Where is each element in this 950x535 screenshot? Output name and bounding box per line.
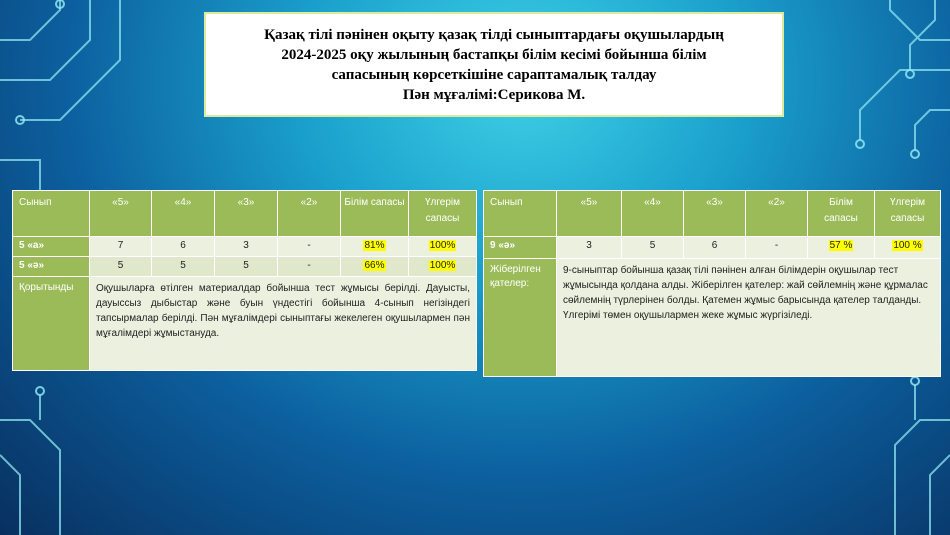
col-header-class: Сынып — [13, 191, 90, 237]
achievement-quality-value: 100 % — [893, 240, 922, 251]
class-label: 5 «а» — [13, 237, 90, 257]
slide-title — [204, 12, 784, 117]
col-header-class: Сынып — [484, 191, 557, 237]
col-header-achievement-quality: Үлгерім сапасы — [875, 191, 941, 237]
col-header-grade-5: «5» — [90, 191, 152, 237]
results-table-5th-grade — [12, 190, 477, 371]
col-header-grade-2: «2» — [278, 191, 341, 237]
count-grade-3: 5 — [215, 257, 278, 277]
conclusion-row — [13, 277, 477, 371]
table-header-row — [13, 191, 477, 237]
title-line-2: 2024-2025 оқу жылының бастапқы білім кесімі бойынша білім — [281, 46, 707, 63]
col-header-knowledge-quality: Білім сапасы — [341, 191, 409, 237]
count-grade-4: 6 — [152, 237, 215, 257]
errors-row — [484, 259, 941, 377]
class-label: 9 «ә» — [484, 237, 557, 259]
col-header-grade-3: «3» — [215, 191, 278, 237]
knowledge-quality-value: 81% — [364, 240, 385, 251]
errors-text: 9-сыныптар бойынша қазақ тілі пәнінен алған білімдерін оқушылар тест жұмысында қолдана алды. Жіберілген қателер: жай сөйлемнің және құрмалас сөйлемнің түрлерінен болды. Қатемен жұмыс барысында қателер талданды. Үлгерімі төмен оқушылармен жеке жұмыс жүргізіледі. — [557, 259, 941, 377]
conclusion-text: Оқушыларға өтілген материалдар бойынша тест жұмысы берілді. Дауысты, дауыссыз дыбыстар және буын үндестігі бойынша 4-сынып негізіндегі тапсырмалар берілді. Пән мұғалімдері сыныптағы жекелеген оқушылармен пән мұғалімдері жұмыстануда. — [90, 277, 477, 371]
table-header-row — [484, 191, 941, 237]
col-header-achievement-quality: Үлгерім сапасы — [409, 191, 477, 237]
title-line-3: сапасының көрсеткішіне сараптамалық талдау — [331, 66, 657, 83]
count-grade-5: 5 — [90, 257, 152, 277]
table-row — [484, 237, 941, 259]
conclusion-label: Қорытынды — [13, 277, 90, 371]
count-grade-4: 5 — [622, 237, 684, 259]
col-header-grade-2: «2» — [746, 191, 808, 237]
class-label: 5 «ә» — [13, 257, 90, 277]
errors-label: Жіберілген қателер: — [484, 259, 557, 377]
col-header-grade-4: «4» — [622, 191, 684, 237]
count-grade-5: 3 — [557, 237, 622, 259]
col-header-grade-4: «4» — [152, 191, 215, 237]
col-header-grade-5: «5» — [557, 191, 622, 237]
col-header-grade-3: «3» — [684, 191, 746, 237]
achievement-quality-value: 100% — [429, 240, 456, 251]
title-line-1: Қазақ тілі пәнінен оқыту қазақ тілді сыныптардағы оқушылардың — [264, 26, 724, 43]
count-grade-4: 5 — [152, 257, 215, 277]
table-row — [13, 237, 477, 257]
count-grade-2: - — [278, 257, 341, 277]
knowledge-quality-value: 66% — [364, 260, 385, 271]
count-grade-3: 6 — [684, 237, 746, 259]
count-grade-2: - — [746, 237, 808, 259]
knowledge-quality-value: 57 % — [829, 240, 853, 251]
achievement-quality-value: 100% — [429, 260, 456, 271]
count-grade-3: 3 — [215, 237, 278, 257]
col-header-knowledge-quality: Білім сапасы — [808, 191, 875, 237]
results-table-9th-grade — [483, 190, 941, 377]
table-row — [13, 257, 477, 277]
title-line-4: Пән мұғалімі:Серикова М. — [402, 86, 586, 103]
count-grade-2: - — [278, 237, 341, 257]
count-grade-5: 7 — [90, 237, 152, 257]
